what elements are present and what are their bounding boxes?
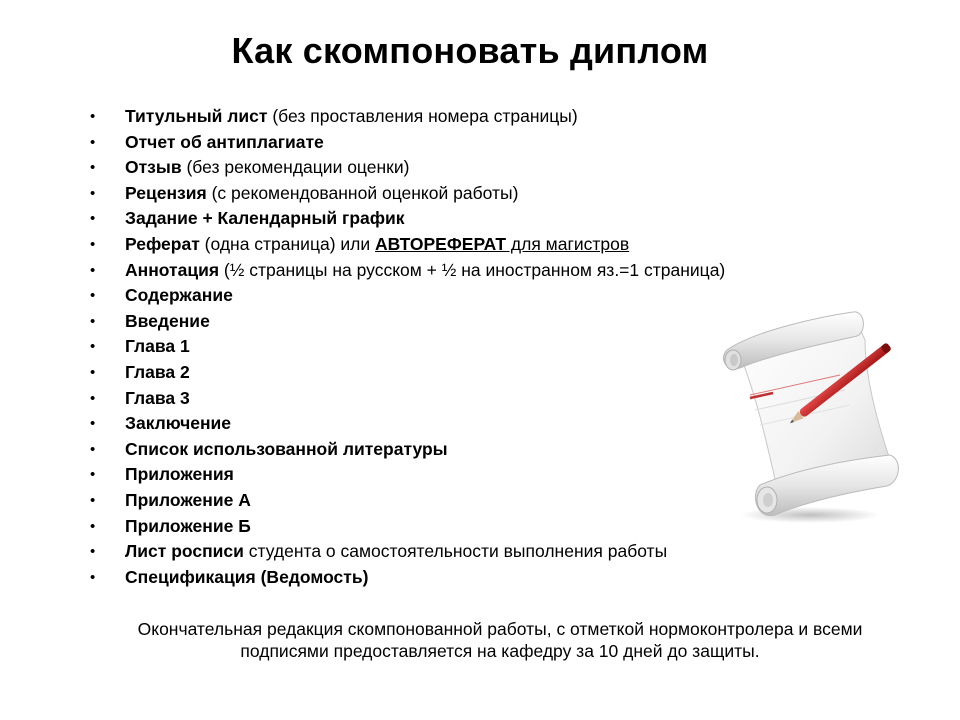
bullet: • — [90, 568, 96, 586]
scroll-with-pen-icon — [715, 310, 915, 525]
list-item — [90, 258, 810, 284]
bullet: • — [90, 415, 96, 433]
item-bold-text: Отзыв — [125, 157, 182, 178]
list-item — [90, 488, 810, 514]
list-item — [90, 181, 810, 207]
list-item — [90, 411, 810, 437]
list-item — [90, 539, 810, 565]
item-bold-text: Лист росписи — [125, 541, 244, 562]
item-bold-text: Спецификация (Ведомость) — [125, 566, 369, 587]
bullet: • — [90, 466, 96, 484]
item-bold-text: Отчет об антиплагиате — [125, 131, 324, 152]
item-bold-text: Список использованной литературы — [125, 438, 448, 459]
item-rest-text: студента о самостоятельности выполнения работы — [243, 541, 668, 562]
bullet: • — [90, 287, 96, 305]
list-item — [90, 206, 810, 232]
list-item — [90, 462, 810, 488]
item-bold-text: Заключение — [125, 413, 232, 434]
list-item — [90, 514, 810, 540]
item-rest-text: (с рекомендованной оценкой работы) — [206, 182, 519, 203]
item-bold-text: Приложение Б — [125, 515, 251, 536]
list-item — [90, 309, 810, 335]
list-item — [90, 565, 810, 591]
item-rest-text: (одна страница) или — [199, 233, 376, 254]
list-item — [90, 283, 810, 309]
bullet: • — [90, 133, 96, 151]
list-item — [90, 437, 810, 463]
bullet: • — [90, 312, 96, 330]
footer-note — [60, 618, 940, 662]
bullet: • — [90, 261, 96, 279]
bullet: • — [90, 491, 96, 509]
item-bold-text: Приложения — [125, 464, 234, 485]
item-bold-text: Глава 1 — [125, 336, 190, 357]
list-item — [90, 104, 810, 130]
bullet: • — [90, 235, 96, 253]
list-item — [90, 334, 810, 360]
bullet: • — [90, 389, 96, 407]
item-bold-text: Глава 2 — [125, 361, 190, 382]
list-item — [90, 130, 810, 156]
item-bold-text: Аннотация — [125, 259, 220, 280]
item-rest-text: (без проставления номера страницы) — [267, 106, 578, 126]
item-bold-text: Титульный лист — [125, 106, 268, 126]
document-sections-list — [90, 104, 810, 590]
list-item — [90, 360, 810, 386]
bullet: • — [90, 440, 96, 458]
item-bold-text: Содержание — [125, 285, 233, 306]
bullet: • — [90, 184, 96, 202]
slide-title: Как скомпоновать диплом — [231, 30, 709, 71]
underlined-rest-text: для магистров — [506, 233, 630, 254]
item-rest-text: (без рекомендации оценки) — [181, 157, 410, 178]
footer-line-2: подписями предоставляется на кафедру за 10 дней до защиты. — [240, 641, 760, 661]
bullet: • — [90, 210, 96, 228]
footer-line-1: Окончательная редакция скомпонованной работы, с отметкой нормоконтролера и всеми — [137, 619, 863, 639]
bullet: • — [90, 108, 96, 125]
bullet: • — [90, 543, 96, 561]
list-item — [90, 155, 810, 181]
bullet: • — [90, 363, 96, 381]
item-bold-text: Реферат — [125, 233, 200, 254]
bullet: • — [90, 517, 96, 535]
item-rest-text: (½ страницы на русском + ½ на иностранном яз.=1 страница) — [219, 259, 726, 280]
bullet: • — [90, 338, 96, 356]
underlined-note — [375, 234, 629, 254]
item-bold-text: Приложение А — [125, 489, 251, 510]
item-bold-text: Задание + Календарный график — [125, 208, 405, 229]
underlined-bold-text: АВТОРЕФЕРАТ — [375, 233, 507, 254]
item-bold-text: Глава 3 — [125, 387, 190, 408]
list-item — [90, 386, 810, 412]
list-item — [90, 232, 810, 258]
bullet: • — [90, 159, 96, 177]
item-bold-text: Введение — [125, 310, 210, 331]
item-bold-text: Рецензия — [125, 182, 207, 203]
